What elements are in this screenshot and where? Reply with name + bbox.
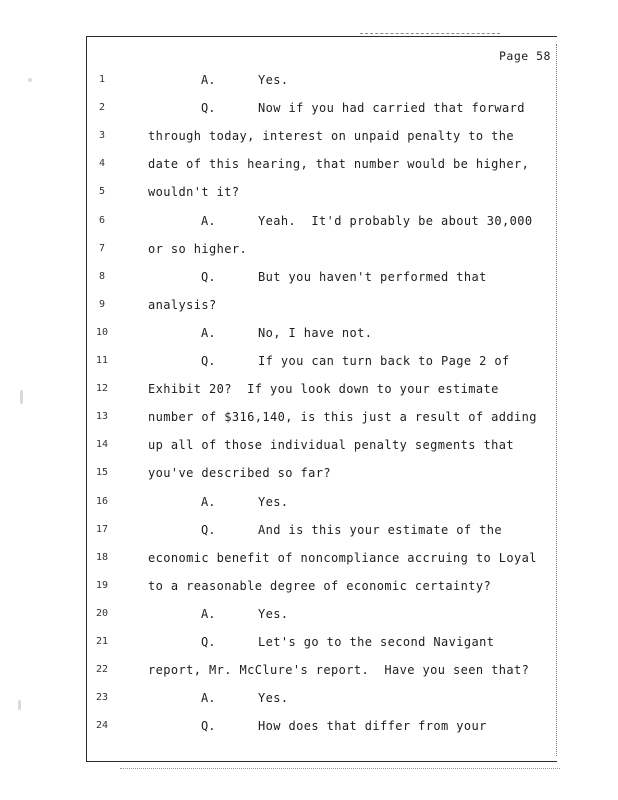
line-number: 12: [95, 383, 109, 395]
line-number: 23: [95, 692, 109, 704]
speaker-label: A.: [201, 213, 216, 228]
speaker-label: A.: [201, 325, 216, 340]
transcript-line-text: through today, interest on unpaid penalty to the: [148, 129, 514, 144]
transcript-line-text: If you can turn back to Page 2 of: [258, 354, 510, 368]
speaker-label: Q.: [201, 101, 216, 116]
transcript-page-frame: [86, 36, 557, 762]
transcript-line-text: And is this your estimate of the: [258, 522, 502, 537]
line-number: 10: [95, 326, 109, 338]
transcript-line-text: Yes.: [258, 691, 289, 706]
line-number: 11: [95, 355, 109, 366]
line-number: 3: [98, 130, 106, 142]
line-number: 20: [95, 607, 109, 619]
line-number: 6: [98, 214, 106, 226]
scan-speck: [28, 78, 32, 82]
transcript-line-text: analysis?: [148, 297, 217, 312]
line-number: 13: [95, 411, 109, 423]
transcript-line-text: Yes.: [258, 606, 289, 621]
speaker-label: Q.: [201, 522, 216, 537]
line-number: 14: [95, 439, 109, 451]
header-scan-artifact: [360, 33, 500, 36]
right-margin-rule: [556, 44, 557, 756]
line-number: 16: [95, 495, 109, 507]
speaker-label: A.: [201, 73, 216, 87]
transcript-line-text: How does that differ from your: [258, 719, 487, 734]
speaker-label: Q.: [201, 354, 216, 368]
transcript-line-text: up all of those individual penalty segments that: [148, 438, 514, 453]
transcript-line-text: date of this hearing, that number would be higher,: [148, 157, 530, 172]
transcript-line-text: Yes.: [258, 73, 289, 87]
line-number: 19: [95, 579, 109, 591]
speaker-label: A.: [201, 606, 216, 621]
transcript-line-text: economic benefit of noncompliance accruing to Loyal: [148, 550, 537, 565]
bottom-scan-artifact: [120, 768, 560, 770]
scan-speck: [18, 700, 21, 710]
line-number: 7: [98, 242, 106, 254]
line-number: 15: [95, 467, 109, 479]
transcript-line-text: Let's go to the second Navigant: [258, 635, 495, 649]
line-number: 22: [95, 664, 109, 676]
page-number: Page 58: [499, 49, 551, 63]
scan-speck: [20, 390, 23, 404]
speaker-label: A.: [201, 691, 216, 706]
line-number: 21: [95, 636, 109, 647]
transcript-line-text: No, I have not.: [258, 325, 373, 340]
transcript-line-text: Yes.: [258, 494, 289, 509]
transcript-line-text: wouldn't it?: [148, 185, 240, 200]
speaker-label: Q.: [201, 269, 216, 284]
transcript-line-text: number of $316,140, is this just a result of adding: [148, 410, 537, 425]
speaker-label: Q.: [201, 719, 216, 734]
line-number: 18: [95, 551, 109, 563]
line-number: 1: [98, 74, 106, 85]
transcript-line-text: report, Mr. McClure's report. Have you seen that?: [148, 663, 530, 678]
transcript-line-text: Now if you had carried that forward: [258, 101, 525, 116]
transcript-line-text: you've described so far?: [148, 466, 331, 481]
speaker-label: A.: [201, 494, 216, 509]
line-number: 5: [98, 186, 106, 198]
line-number: 24: [95, 720, 109, 732]
line-number: 17: [95, 523, 109, 535]
line-number: 8: [98, 270, 106, 282]
transcript-line-text: or so higher.: [148, 241, 248, 256]
transcript-line-text: to a reasonable degree of economic certainty?: [148, 578, 492, 593]
line-number: 4: [98, 158, 106, 170]
transcript-line-text: But you haven't performed that: [258, 269, 487, 284]
transcript-line-text: Yeah. It'd probably be about 30,000: [258, 213, 533, 228]
line-number: 2: [98, 102, 106, 114]
line-number: 9: [98, 298, 106, 310]
transcript-line-text: Exhibit 20? If you look down to your estimate: [148, 382, 499, 397]
speaker-label: Q.: [201, 635, 216, 649]
